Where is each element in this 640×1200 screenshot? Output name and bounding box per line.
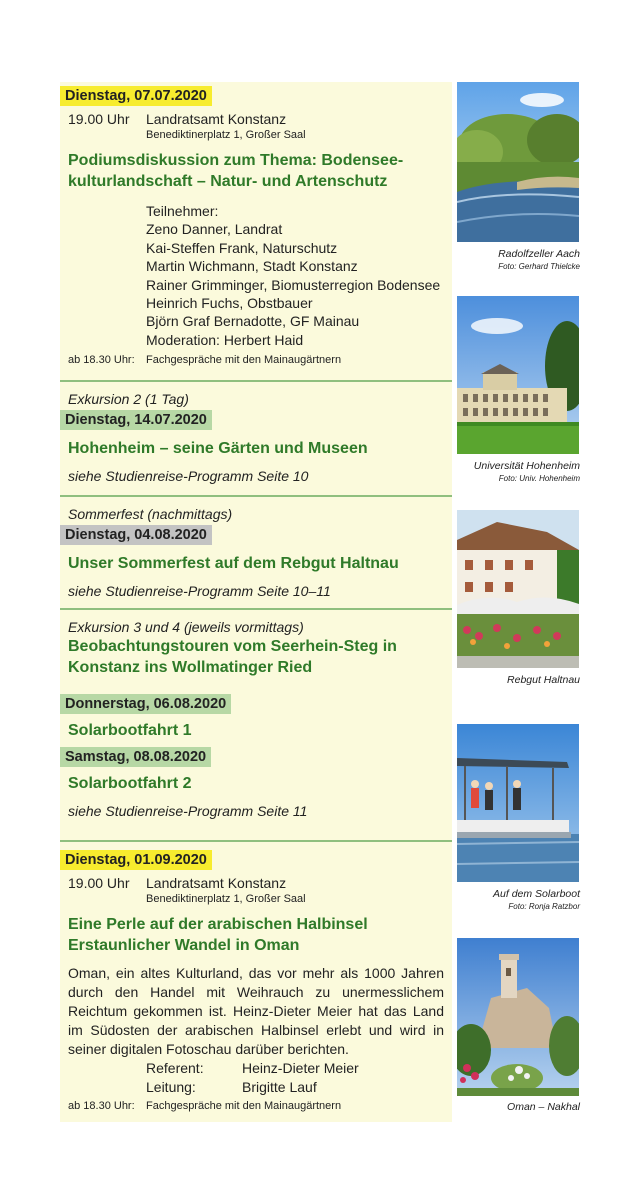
photo-caption: Rebgut Haltnau	[507, 674, 580, 686]
note-time: ab 18.30 Uhr:	[68, 1100, 135, 1112]
tour-1-title: Solarbootfahrt 1	[68, 722, 192, 739]
participants-heading: Teilnehmer:	[146, 203, 219, 219]
event-4	[60, 618, 452, 820]
event-title: Unser Sommerfest auf dem Rebgut Haltnau	[68, 555, 399, 572]
event-title-line1: Podiumsdiskussion zum Thema: Bodensee-	[68, 152, 404, 169]
event-kicker: Exkursion 3 und 4 (jeweils vormittags)	[68, 619, 304, 635]
event-kicker: Sommerfest (nachmittags)	[68, 506, 233, 522]
event-3	[60, 505, 452, 600]
participant: Martin Wichmann, Stadt Konstanz	[146, 258, 358, 275]
caption-photo-2	[457, 459, 580, 484]
note-text: Fachgespräche mit den Mainaugärtnern	[146, 1100, 342, 1112]
tour-2-title: Solarbootfahrt 2	[68, 775, 192, 792]
event-date: Dienstag, 01.09.2020	[60, 850, 212, 870]
event-note	[68, 1099, 452, 1113]
event-date: Dienstag, 14.07.2020	[60, 410, 212, 430]
caption-photo-1	[457, 247, 580, 272]
event-date: Dienstag, 07.07.2020	[60, 86, 212, 106]
speaker-label: Referent:	[146, 1060, 204, 1076]
lead-value: Brigitte Lauf	[242, 1079, 317, 1095]
photo-caption: Radolfzeller Aach	[498, 248, 580, 260]
caption-photo-4	[457, 887, 580, 912]
event-description: Oman, ein altes Kulturland, das vor mehr als 1000 Jahren durch den Handel mit Weihrauch zu unermesslichem Reichtum gekommen ist. Heinz-Dieter Meier hat das Land im Südosten der arabischen Halbinsel erlebt und wird in seiner digitalen Fotoschau darüber berichten.	[68, 965, 444, 1057]
event-title-line2: kulturlandschaft – Natur- und Artenschutz	[68, 173, 388, 190]
speaker-value: Heinz-Dieter Meier	[242, 1060, 359, 1076]
lead-label: Leitung:	[146, 1079, 196, 1095]
winery-garden-image	[457, 510, 579, 668]
palace-image	[457, 296, 579, 454]
separator	[60, 380, 452, 382]
event-place: Landratsamt Konstanz	[146, 875, 287, 891]
tour-1-date: Donnerstag, 06.08.2020	[60, 694, 231, 714]
note-time: ab 18.30 Uhr:	[68, 354, 135, 367]
lead-row	[146, 1078, 452, 1097]
caption-photo-3	[457, 673, 580, 687]
solar-boat-image	[457, 724, 579, 882]
event-time: 19.00 Uhr	[68, 111, 130, 127]
photo-caption: Auf dem Solarboot	[493, 888, 580, 900]
event-1	[60, 86, 452, 367]
event-title-line2: Konstanz ins Wollmatinger Ried	[68, 659, 313, 676]
photo-credit: Foto: Ronja Ratzbor	[508, 902, 580, 911]
event-title-line1: Eine Perle auf der arabischen Halbinsel	[68, 916, 368, 933]
photo-radolfzeller-aach	[457, 82, 579, 242]
participant: Kai-Steffen Frank, Naturschutz	[146, 239, 338, 256]
participant: Zeno Danner, Landrat	[146, 221, 283, 238]
note-text: Fachgespräche mit den Mainaugärtnern	[146, 354, 342, 367]
event-note	[68, 353, 452, 367]
photo-universitaet-hohenheim	[457, 296, 579, 454]
river-landscape-image	[457, 82, 579, 242]
separator	[60, 840, 452, 842]
photo-caption: Oman – Nakhal	[507, 1101, 580, 1113]
event-title: Hohenheim – seine Gärten und Museen	[68, 440, 368, 457]
event-reference: siehe Studienreise-Programm Seite 11	[68, 803, 308, 819]
event-time: 19.00 Uhr	[68, 875, 130, 891]
event-address: Benediktinerplatz 1, Großer Saal	[146, 893, 306, 905]
moderator: Moderation: Herbert Haid	[146, 331, 304, 348]
event-2	[60, 390, 452, 485]
event-title-line1: Beobachtungstouren vom Seerhein-Steg in	[68, 638, 397, 655]
tour-2-date: Samstag, 08.08.2020	[60, 747, 211, 767]
fort-image	[457, 938, 579, 1096]
event-kicker: Exkursion 2 (1 Tag)	[68, 391, 189, 407]
separator	[60, 495, 452, 497]
caption-photo-5	[457, 1100, 580, 1114]
participant: Björn Graf Bernadotte, GF Mainau	[146, 313, 360, 330]
participant: Rainer Grimminger, Biomusterregion Bodensee	[146, 276, 441, 293]
event-5	[60, 850, 452, 1113]
speaker-row	[146, 1059, 452, 1078]
event-place: Landratsamt Konstanz	[146, 111, 287, 127]
photo-credit: Foto: Gerhard Thielcke	[498, 262, 580, 271]
event-reference: siehe Studienreise-Programm Seite 10	[68, 468, 309, 484]
event-time-place	[68, 110, 452, 128]
photo-solarboot	[457, 724, 579, 882]
participant: Heinrich Fuchs, Obstbauer	[146, 295, 313, 312]
photo-oman-nakhal	[457, 938, 579, 1096]
separator	[60, 608, 452, 610]
photo-credit: Foto: Univ. Hohenheim	[498, 474, 580, 483]
participants-list	[146, 202, 452, 349]
event-title-line2: Erstaunlicher Wandel in Oman	[68, 937, 300, 954]
event-address: Benediktinerplatz 1, Großer Saal	[146, 129, 306, 141]
event-date: Dienstag, 04.08.2020	[60, 525, 212, 545]
photo-rebgut-haltnau	[457, 510, 579, 668]
event-time-place	[68, 874, 452, 892]
photo-caption: Universität Hohenheim	[473, 460, 580, 472]
event-reference: siehe Studienreise-Programm Seite 10–11	[68, 583, 331, 599]
